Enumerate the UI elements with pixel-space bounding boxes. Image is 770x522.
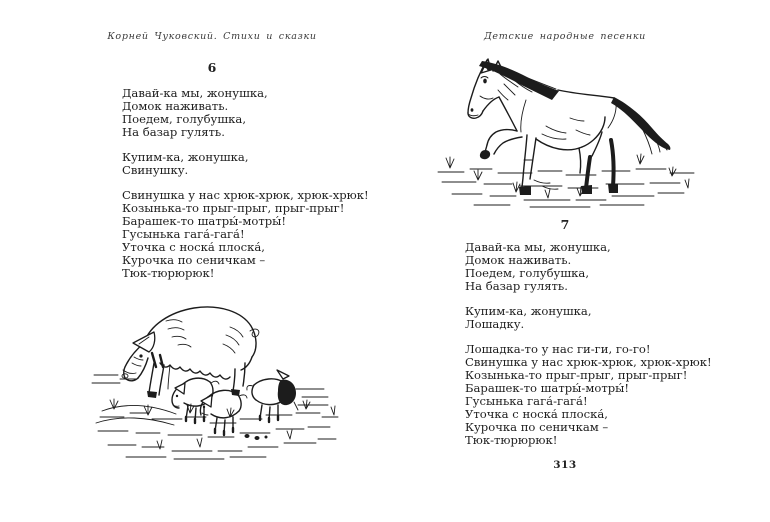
poem-line: Свинушка у нас хрюк-хрюк, хрюк-хрюк! [465, 355, 712, 369]
poem-line: Уточка с носка́ плоска́, [465, 407, 608, 421]
poem-line: Гусынька гага́-гага́! [122, 227, 245, 241]
stanza [465, 343, 712, 447]
poem-line: Домок наживать. [122, 99, 229, 113]
stanza [465, 241, 712, 293]
poem-line: Купим-ка, жонушка, [122, 150, 249, 164]
poem-line: Курочка по сеничкам – [465, 420, 609, 434]
poem-line: Поедем, голубушка, [122, 112, 247, 126]
horse-illustration [430, 52, 704, 210]
poem-line: Домок наживать. [465, 253, 572, 267]
left-poem-number: 6 [207, 60, 217, 75]
poem-line: Свинушка у нас хрюк-хрюк, хрюк-хрюк! [122, 188, 369, 202]
stanza [122, 189, 369, 280]
right-running-header: Детские народные песенки [483, 31, 647, 42]
stanza [122, 151, 369, 177]
poem-line: На базар гулять. [465, 279, 568, 293]
poem-line: Давай-ка мы, жонушка, [122, 86, 268, 100]
poem-line: Гусынька гага́-гага́! [465, 394, 588, 408]
poem-line: Тюк-тюрюрюк! [122, 266, 215, 280]
pig-family-illustration [90, 299, 344, 467]
stanza [465, 305, 712, 331]
poem-line: Барашек-то шатры́-мотры́! [465, 381, 630, 395]
left-poem [122, 87, 369, 292]
poem-line: Поедем, голубушка, [465, 266, 590, 280]
poem-line: Уточка с носка́ плоска́, [122, 240, 265, 254]
poem-line: Тюк-тюрюрюк! [465, 433, 558, 447]
right-poem [465, 241, 712, 459]
poem-line: Курочка по сеничкам – [122, 253, 266, 267]
page-number: 313 [553, 459, 577, 471]
poem-line: Лошадку. [465, 317, 525, 331]
poem-line: На базар гулять. [122, 125, 225, 139]
poem-line: Лошадка-то у нас ги-ги, го-го! [465, 342, 651, 356]
poem-line: Козынька-то прыг-прыг, прыг-прыг! [465, 368, 688, 382]
poem-line: Купим-ка, жонушка, [465, 304, 592, 318]
poem-line: Свинушку. [122, 163, 189, 177]
stanza [122, 87, 369, 139]
poem-line: Барашек-то шатры́-мотры́! [122, 214, 287, 228]
right-poem-number: 7 [560, 217, 570, 232]
poem-line: Давай-ка мы, жонушка, [465, 240, 611, 254]
poem-line: Козынька-то прыг-прыг, прыг-прыг! [122, 201, 345, 215]
left-running-header: Корней Чуковский. Стихи и сказки [107, 31, 317, 42]
